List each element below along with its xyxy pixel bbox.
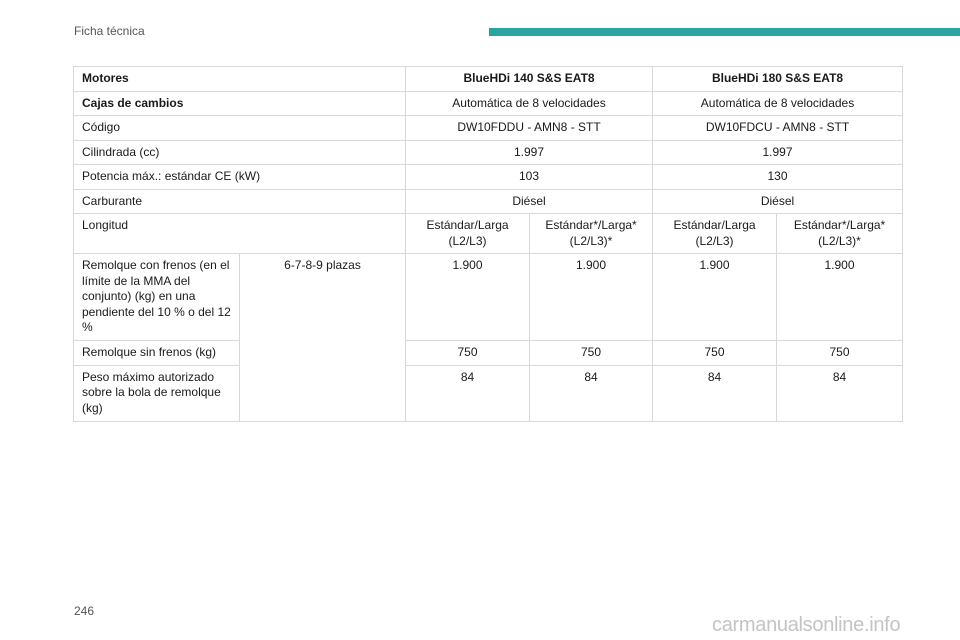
fuel-a: Diésel xyxy=(406,189,653,214)
displacement-b: 1.997 xyxy=(653,140,903,165)
table-row-displacement xyxy=(74,140,903,165)
motores-label: Motores xyxy=(74,67,406,92)
towball-load-value: 84 xyxy=(653,365,777,421)
header-accent-bar xyxy=(489,28,960,36)
page-number: 246 xyxy=(74,604,95,618)
gearbox-b: Automática de 8 velocidades xyxy=(653,91,903,116)
braked-trailer-value: 1.900 xyxy=(653,254,777,341)
length-b1: Estándar/Larga (L2/L3) xyxy=(653,214,777,254)
table-row-towball-load xyxy=(74,365,903,421)
unbraked-trailer-label: Remolque sin frenos (kg) xyxy=(74,341,240,366)
section-title: Ficha técnica xyxy=(74,24,145,38)
towball-load-value: 84 xyxy=(777,365,903,421)
gearbox-label: Cajas de cambios xyxy=(74,91,406,116)
table-row-unbraked-trailer xyxy=(74,341,903,366)
table-row-gearbox xyxy=(74,91,903,116)
braked-trailer-value: 1.900 xyxy=(777,254,903,341)
table-row-length xyxy=(74,214,903,254)
engine-b-header: BlueHDi 180 S&S EAT8 xyxy=(653,67,903,92)
length-b2: Estándar*/Larga* (L2/L3)* xyxy=(777,214,903,254)
gearbox-a: Automática de 8 velocidades xyxy=(406,91,653,116)
table-row-fuel xyxy=(74,189,903,214)
towball-load-value: 84 xyxy=(530,365,653,421)
unbraked-trailer-value: 750 xyxy=(653,341,777,366)
towball-load-value: 84 xyxy=(406,365,530,421)
unbraked-trailer-value: 750 xyxy=(530,341,653,366)
braked-trailer-value: 1.900 xyxy=(406,254,530,341)
table-row-braked-trailer xyxy=(74,254,903,341)
towball-load-label: Peso máximo autorizado sobre la bola de remolque (kg) xyxy=(74,365,240,421)
table-row-engines xyxy=(74,67,903,92)
watermark: carmanualsonline.info xyxy=(712,614,901,636)
spec-table xyxy=(73,66,903,422)
displacement-label: Cilindrada (cc) xyxy=(74,140,406,165)
fuel-label: Carburante xyxy=(74,189,406,214)
fuel-b: Diésel xyxy=(653,189,903,214)
code-b: DW10FDCU - AMN8 - STT xyxy=(653,116,903,141)
power-a: 103 xyxy=(406,165,653,190)
length-label: Longitud xyxy=(74,214,406,254)
power-b: 130 xyxy=(653,165,903,190)
engine-a-header: BlueHDi 140 S&S EAT8 xyxy=(406,67,653,92)
seats-label: 6-7-8-9 plazas xyxy=(240,254,406,422)
length-a2: Estándar*/Larga* (L2/L3)* xyxy=(530,214,653,254)
displacement-a: 1.997 xyxy=(406,140,653,165)
code-a: DW10FDDU - AMN8 - STT xyxy=(406,116,653,141)
unbraked-trailer-value: 750 xyxy=(777,341,903,366)
braked-trailer-label: Remolque con frenos (en el límite de la MMA del conjunto) (kg) en una pendiente del 10 % o del 12 % xyxy=(74,254,240,341)
braked-trailer-value: 1.900 xyxy=(530,254,653,341)
unbraked-trailer-value: 750 xyxy=(406,341,530,366)
code-label: Código xyxy=(74,116,406,141)
table-row-power xyxy=(74,165,903,190)
length-a1: Estándar/Larga (L2/L3) xyxy=(406,214,530,254)
power-label: Potencia máx.: estándar CE (kW) xyxy=(74,165,406,190)
table-row-code xyxy=(74,116,903,141)
